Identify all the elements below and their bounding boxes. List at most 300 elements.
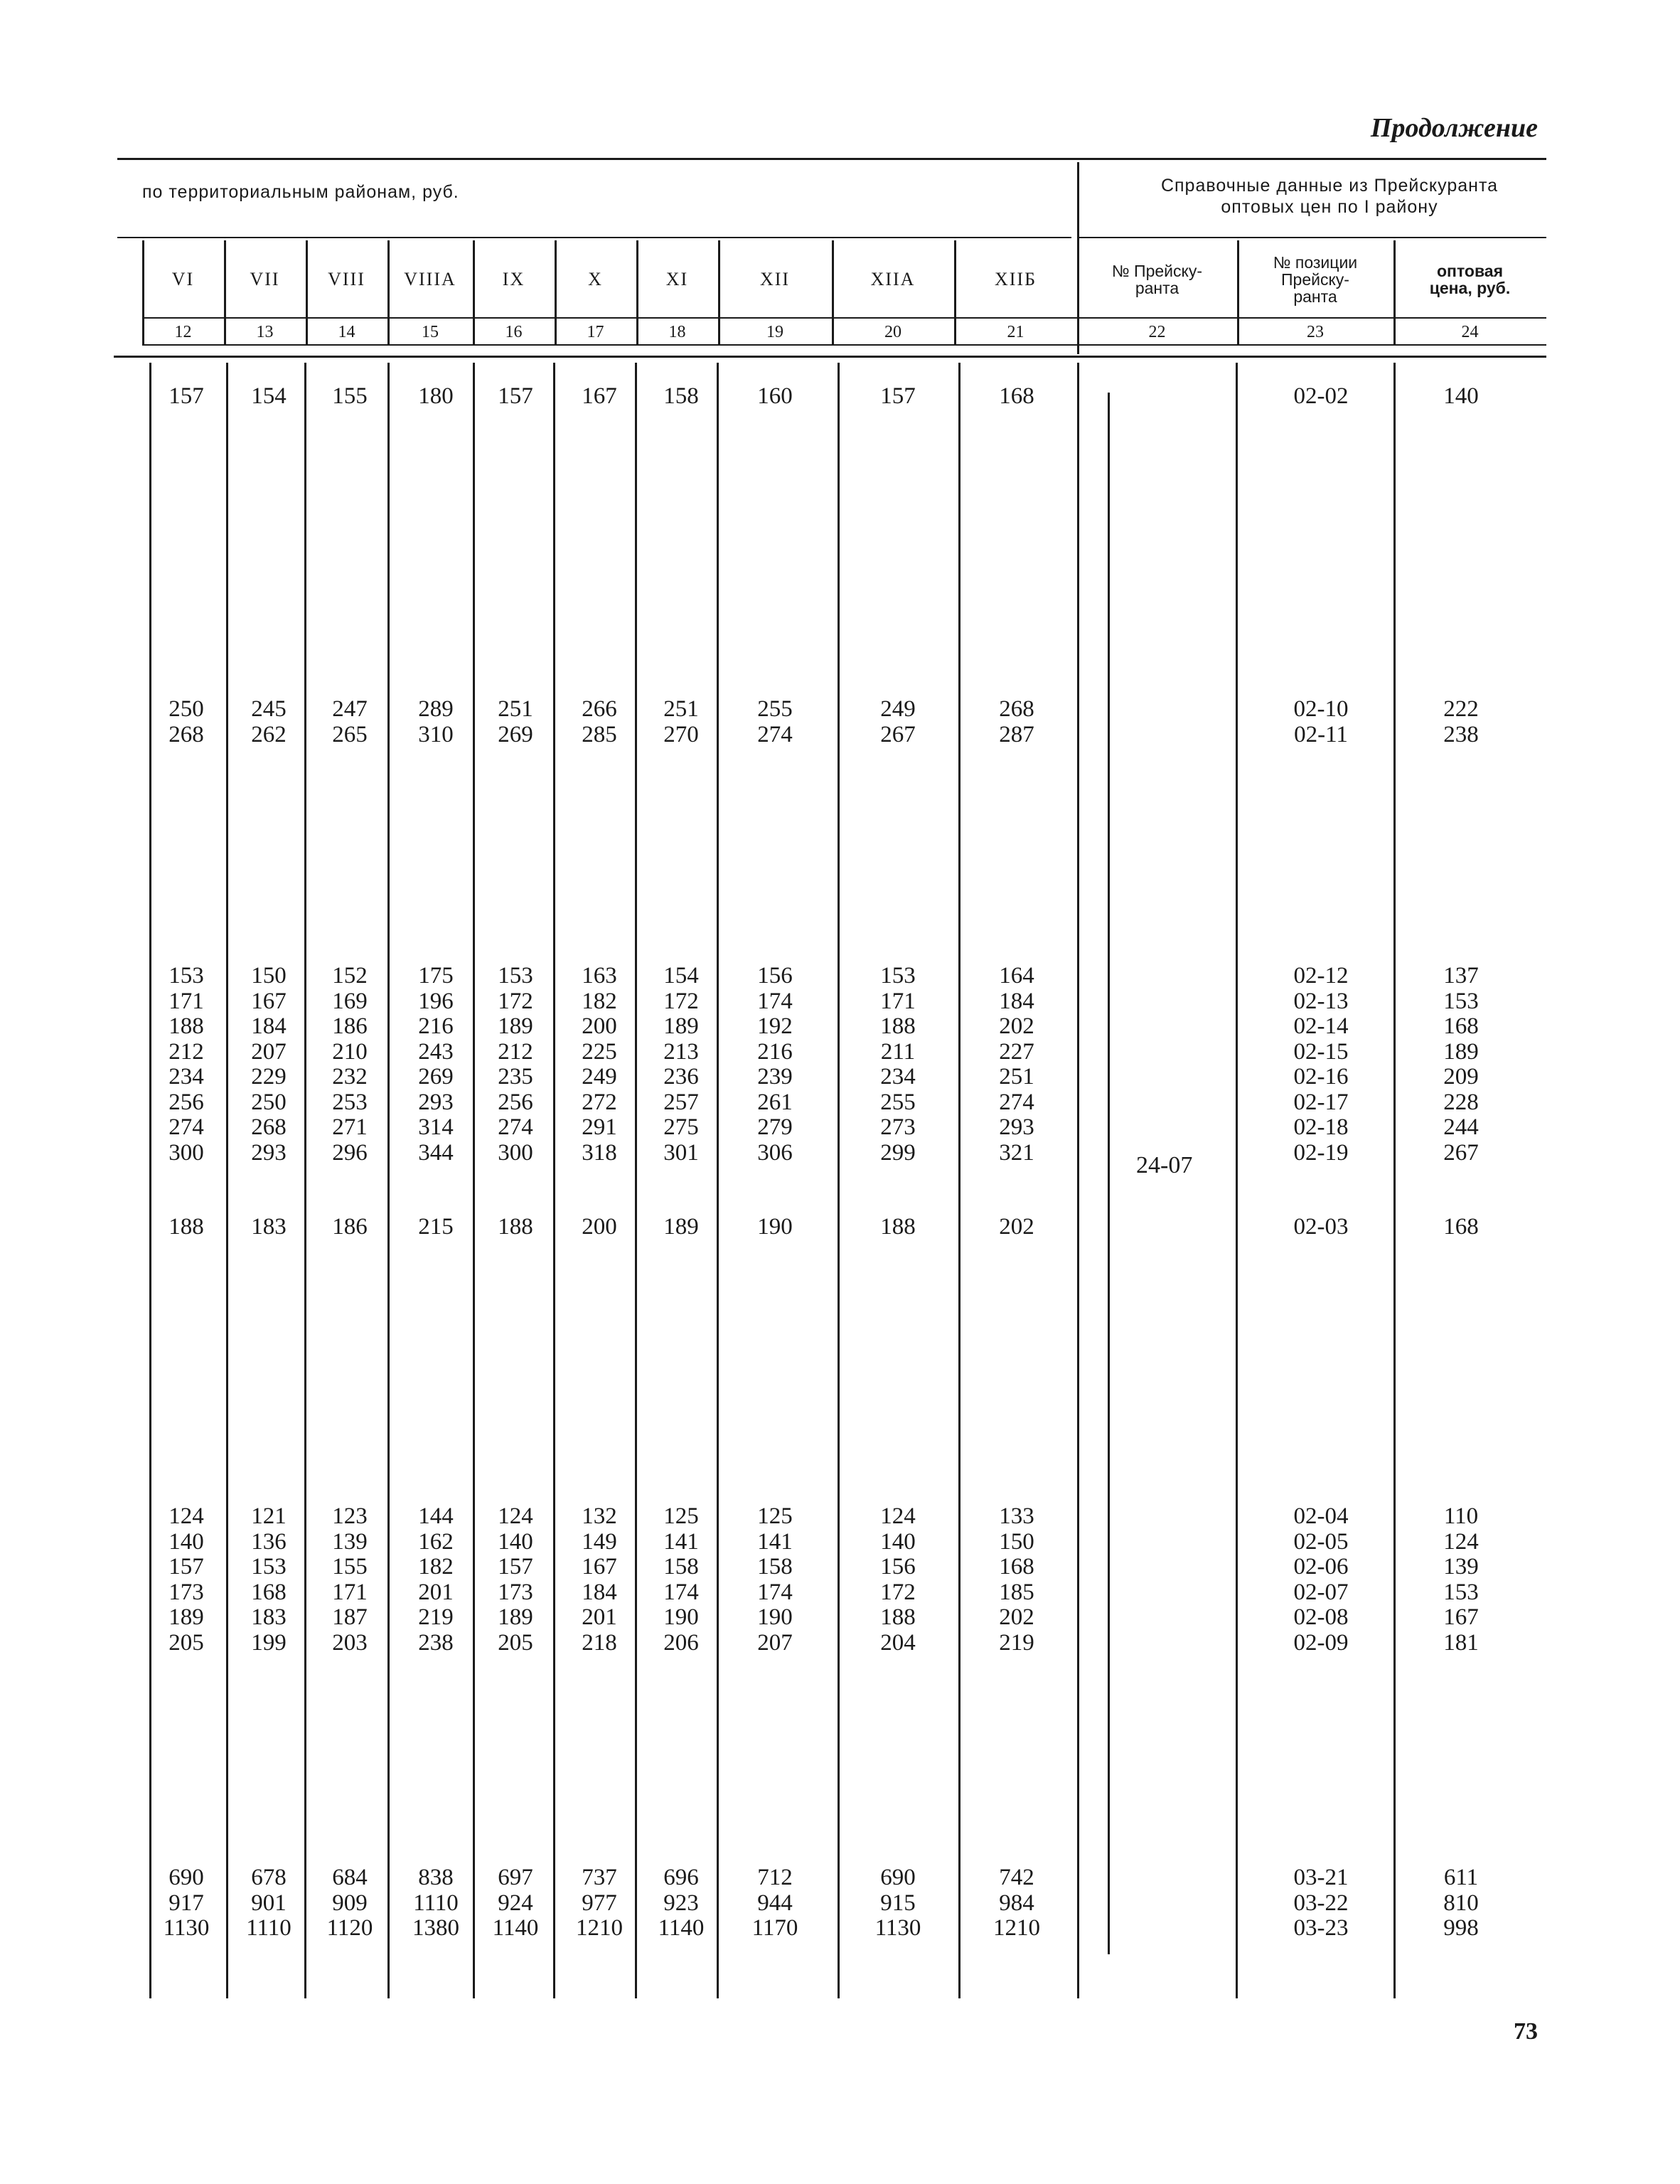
price-cell-col-15: 175 bbox=[418, 963, 454, 989]
price-cell-col-20: 140 bbox=[880, 1528, 916, 1555]
price-cell-col-12: 690 bbox=[168, 1865, 204, 1890]
price-cell-col-19: 279 bbox=[757, 1114, 793, 1140]
wholesale-price-cell: 153 bbox=[1443, 988, 1479, 1014]
price-cell-col-19: 712 bbox=[757, 1865, 793, 1890]
price-cell-col-17: 225 bbox=[582, 1038, 617, 1065]
price-cell-col-15: 201 bbox=[418, 1579, 454, 1605]
price-cell-col-16: 300 bbox=[498, 1139, 533, 1166]
price-cell-col-13: 136 bbox=[251, 1528, 287, 1555]
price-cell-col-18: 270 bbox=[663, 721, 699, 747]
price-cell-col-16: 173 bbox=[498, 1579, 533, 1605]
price-cell-col-15: 293 bbox=[418, 1089, 454, 1115]
wholesale-price-cell: 140 bbox=[1443, 383, 1479, 409]
column-heading-13: VII bbox=[250, 269, 280, 289]
price-cell-col-16: 251 bbox=[498, 696, 533, 722]
price-cell-col-20: 690 bbox=[880, 1865, 916, 1890]
price-cell-col-13: 901 bbox=[251, 1890, 287, 1916]
column-number-22: 22 bbox=[1148, 322, 1166, 341]
price-cell-col-18: 158 bbox=[663, 1554, 699, 1580]
price-cell-col-14: 203 bbox=[332, 1629, 368, 1656]
column-number-20: 20 bbox=[884, 322, 901, 341]
column-number-23: 23 bbox=[1307, 322, 1324, 341]
price-cell-col-15: 310 bbox=[418, 721, 454, 747]
price-cell-col-17: 218 bbox=[582, 1629, 617, 1656]
pricelist-number: 24-07 bbox=[1136, 1152, 1193, 1178]
position-cell: 02-11 bbox=[1294, 721, 1348, 747]
column-heading-23: № позиции Прейску- ранта bbox=[1273, 253, 1358, 306]
price-cell-col-21: 185 bbox=[999, 1579, 1034, 1605]
territorial-districts-heading: по территориальным районам, руб. bbox=[142, 182, 459, 202]
price-cell-col-16: 205 bbox=[498, 1629, 533, 1656]
price-cell-col-17: 149 bbox=[582, 1528, 617, 1555]
price-cell-col-14: 271 bbox=[332, 1114, 368, 1140]
price-cell-col-12: 188 bbox=[168, 1013, 204, 1039]
price-cell-col-14: 186 bbox=[332, 1013, 368, 1039]
price-cell-col-16: 153 bbox=[498, 963, 533, 989]
price-cell-col-20: 204 bbox=[880, 1629, 916, 1656]
price-cell-col-20: 172 bbox=[880, 1579, 916, 1605]
price-cell-col-16: 212 bbox=[498, 1038, 533, 1065]
price-cell-col-19: 1170 bbox=[751, 1915, 798, 1941]
price-cell-col-14: 139 bbox=[332, 1528, 368, 1555]
position-cell: 02-19 bbox=[1293, 1139, 1349, 1166]
column-heading-18: XI bbox=[665, 269, 689, 289]
price-cell-col-17: 167 bbox=[582, 383, 617, 409]
column-heading-21: XIIБ bbox=[994, 269, 1037, 289]
price-cell-col-16: 269 bbox=[498, 721, 533, 747]
price-cell-col-13: 154 bbox=[251, 383, 287, 409]
price-cell-col-15: 196 bbox=[418, 988, 454, 1014]
price-cell-col-14: 210 bbox=[332, 1038, 368, 1065]
body-column-separator bbox=[473, 363, 475, 1998]
price-cell-col-17: 182 bbox=[582, 988, 617, 1014]
price-cell-col-19: 190 bbox=[757, 1604, 793, 1630]
column-heading-16: IX bbox=[502, 269, 525, 289]
wholesale-price-cell: 244 bbox=[1443, 1114, 1479, 1140]
column-heading-12: VI bbox=[171, 269, 195, 289]
price-cell-col-12: 188 bbox=[168, 1214, 204, 1240]
price-cell-col-19: 944 bbox=[757, 1890, 793, 1916]
price-cell-col-12: 300 bbox=[168, 1139, 204, 1166]
column-number-15: 15 bbox=[422, 322, 439, 341]
price-cell-col-16: 157 bbox=[498, 1554, 533, 1580]
price-cell-col-13: 207 bbox=[251, 1038, 287, 1065]
price-cell-col-14: 123 bbox=[332, 1503, 368, 1529]
page-number: 73 bbox=[1514, 2018, 1538, 2045]
price-cell-col-13: 168 bbox=[251, 1579, 287, 1605]
price-cell-col-17: 272 bbox=[582, 1089, 617, 1115]
price-cell-col-14: 152 bbox=[332, 963, 368, 989]
price-cell-col-18: 154 bbox=[663, 963, 699, 989]
price-cell-col-13: 245 bbox=[251, 696, 287, 722]
body-column-separator bbox=[387, 363, 390, 1998]
price-cell-col-16: 697 bbox=[498, 1865, 533, 1890]
price-cell-col-19: 261 bbox=[757, 1089, 793, 1115]
position-cell: 02-13 bbox=[1293, 988, 1349, 1014]
wholesale-price-cell: 267 bbox=[1443, 1139, 1479, 1166]
price-cell-col-13: 293 bbox=[251, 1139, 287, 1166]
price-cell-col-12: 274 bbox=[168, 1114, 204, 1140]
price-cell-col-18: 174 bbox=[663, 1579, 699, 1605]
price-cell-col-21: 184 bbox=[999, 988, 1034, 1014]
body-column-separator bbox=[553, 363, 555, 1998]
price-cell-col-21: 202 bbox=[999, 1214, 1034, 1240]
price-cell-col-13: 150 bbox=[251, 963, 287, 989]
price-cell-col-16: 274 bbox=[498, 1114, 533, 1140]
price-cell-col-17: 318 bbox=[582, 1139, 617, 1166]
position-cell: 02-10 bbox=[1293, 696, 1349, 722]
price-cell-col-20: 273 bbox=[880, 1114, 916, 1140]
price-cell-col-16: 189 bbox=[498, 1604, 533, 1630]
price-cell-col-16: 1140 bbox=[492, 1915, 539, 1941]
price-cell-col-21: 293 bbox=[999, 1114, 1034, 1140]
position-cell: 02-15 bbox=[1293, 1038, 1349, 1065]
price-cell-col-16: 189 bbox=[498, 1013, 533, 1039]
body-column-separator bbox=[1393, 363, 1396, 1998]
price-cell-col-15: 269 bbox=[418, 1064, 454, 1090]
wholesale-price-cell: 137 bbox=[1443, 963, 1479, 989]
price-cell-col-20: 267 bbox=[880, 721, 916, 747]
price-cell-col-20: 249 bbox=[880, 696, 916, 722]
price-cell-col-20: 211 bbox=[880, 1038, 916, 1065]
price-cell-col-13: 183 bbox=[251, 1604, 287, 1630]
price-cell-col-19: 192 bbox=[757, 1013, 793, 1039]
price-cell-col-14: 187 bbox=[332, 1604, 368, 1630]
group-left-underline bbox=[117, 237, 1071, 238]
price-cell-col-14: 265 bbox=[332, 721, 368, 747]
wholesale-price-cell: 181 bbox=[1443, 1629, 1479, 1656]
price-cell-col-21: 150 bbox=[999, 1528, 1034, 1555]
price-cell-col-17: 184 bbox=[582, 1579, 617, 1605]
body-top-rule bbox=[114, 356, 1546, 358]
price-cell-col-19: 239 bbox=[757, 1064, 793, 1090]
price-cell-col-13: 250 bbox=[251, 1089, 287, 1115]
price-cell-col-15: 243 bbox=[418, 1038, 454, 1065]
price-cell-col-18: 190 bbox=[663, 1604, 699, 1630]
price-cell-col-21: 202 bbox=[999, 1013, 1034, 1039]
body-column-separator bbox=[635, 363, 637, 1998]
body-column-separator bbox=[1236, 363, 1238, 1998]
wholesale-price-cell: 139 bbox=[1443, 1554, 1479, 1580]
wholesale-price-cell: 238 bbox=[1443, 721, 1479, 747]
wholesale-price-cell: 167 bbox=[1443, 1604, 1479, 1630]
wholesale-price-cell: 168 bbox=[1443, 1013, 1479, 1039]
price-cell-col-12: 256 bbox=[168, 1089, 204, 1115]
price-cell-col-17: 201 bbox=[582, 1604, 617, 1630]
price-cell-col-16: 140 bbox=[498, 1528, 533, 1555]
price-cell-col-15: 182 bbox=[418, 1554, 454, 1580]
price-cell-col-19: 274 bbox=[757, 721, 793, 747]
price-cell-col-19: 141 bbox=[757, 1528, 793, 1555]
price-cell-col-12: 173 bbox=[168, 1579, 204, 1605]
price-cell-col-18: 206 bbox=[663, 1629, 699, 1656]
price-cell-col-21: 168 bbox=[999, 1554, 1034, 1580]
price-cell-col-16: 924 bbox=[498, 1890, 533, 1916]
price-cell-col-21: 321 bbox=[999, 1139, 1034, 1166]
price-cell-col-13: 153 bbox=[251, 1554, 287, 1580]
body-column-separator bbox=[1077, 363, 1079, 1998]
price-cell-col-13: 268 bbox=[251, 1114, 287, 1140]
price-cell-col-17: 1210 bbox=[576, 1915, 623, 1941]
price-cell-col-21: 287 bbox=[999, 721, 1034, 747]
wholesale-price-cell: 810 bbox=[1443, 1890, 1479, 1916]
price-cell-col-18: 923 bbox=[663, 1890, 699, 1916]
price-cell-col-14: 232 bbox=[332, 1064, 368, 1090]
position-cell: 02-12 bbox=[1293, 963, 1349, 989]
price-cell-col-19: 190 bbox=[757, 1214, 793, 1240]
price-cell-col-16: 157 bbox=[498, 383, 533, 409]
price-cell-col-17: 200 bbox=[582, 1013, 617, 1039]
price-cell-col-19: 216 bbox=[757, 1038, 793, 1065]
price-cell-col-15: 238 bbox=[418, 1629, 454, 1656]
price-cell-col-12: 268 bbox=[168, 721, 204, 747]
price-cell-col-17: 977 bbox=[582, 1890, 617, 1916]
price-cell-col-20: 188 bbox=[880, 1013, 916, 1039]
position-cell: 02-02 bbox=[1293, 383, 1349, 409]
column-heading-20: XIIA bbox=[870, 269, 916, 289]
price-cell-col-15: 1110 bbox=[413, 1890, 459, 1916]
column-number-14: 14 bbox=[338, 322, 355, 341]
price-cell-col-18: 251 bbox=[663, 696, 699, 722]
price-cell-col-16: 256 bbox=[498, 1089, 533, 1115]
price-cell-col-12: 250 bbox=[168, 696, 204, 722]
reference-data-heading-line2: оптовых цен по I району bbox=[1221, 197, 1438, 217]
price-cell-col-18: 1140 bbox=[658, 1915, 705, 1941]
wholesale-price-cell: 611 bbox=[1443, 1865, 1479, 1890]
price-cell-col-19: 255 bbox=[757, 696, 793, 722]
position-cell: 02-04 bbox=[1293, 1503, 1349, 1529]
price-cell-col-20: 255 bbox=[880, 1089, 916, 1115]
price-cell-col-18: 158 bbox=[663, 383, 699, 409]
column-number-18: 18 bbox=[668, 322, 686, 341]
column-number-21: 21 bbox=[1007, 322, 1024, 341]
price-cell-col-20: 1130 bbox=[874, 1915, 921, 1941]
price-cell-col-18: 236 bbox=[663, 1064, 699, 1090]
price-cell-col-16: 188 bbox=[498, 1214, 533, 1240]
position-cell: 02-18 bbox=[1293, 1114, 1349, 1140]
price-cell-col-12: 189 bbox=[168, 1604, 204, 1630]
price-cell-col-14: 253 bbox=[332, 1089, 368, 1115]
price-cell-col-16: 124 bbox=[498, 1503, 533, 1529]
price-cell-col-18: 189 bbox=[663, 1013, 699, 1039]
position-cell: 02-07 bbox=[1293, 1579, 1349, 1605]
price-cell-col-17: 291 bbox=[582, 1114, 617, 1140]
price-cell-col-19: 207 bbox=[757, 1629, 793, 1656]
price-cell-col-21: 133 bbox=[999, 1503, 1034, 1529]
price-cell-col-12: 1130 bbox=[163, 1915, 210, 1941]
wholesale-price-cell: 189 bbox=[1443, 1038, 1479, 1065]
position-cell: 02-06 bbox=[1293, 1554, 1349, 1580]
price-cell-col-21: 1210 bbox=[993, 1915, 1040, 1941]
price-cell-col-21: 168 bbox=[999, 383, 1034, 409]
price-cell-col-13: 121 bbox=[251, 1503, 287, 1529]
price-cell-col-12: 153 bbox=[168, 963, 204, 989]
column-heading-19: XII bbox=[759, 269, 791, 289]
price-cell-col-14: 247 bbox=[332, 696, 368, 722]
wholesale-price-cell: 222 bbox=[1443, 696, 1479, 722]
position-cell: 03-22 bbox=[1293, 1890, 1349, 1916]
position-cell: 02-16 bbox=[1293, 1064, 1349, 1090]
price-cell-col-17: 249 bbox=[582, 1064, 617, 1090]
price-cell-col-21: 274 bbox=[999, 1089, 1034, 1115]
wholesale-price-cell: 110 bbox=[1443, 1503, 1479, 1529]
price-cell-col-20: 171 bbox=[880, 988, 916, 1014]
body-column-separator bbox=[149, 363, 151, 1998]
price-cell-col-15: 1380 bbox=[412, 1915, 459, 1941]
price-cell-col-20: 299 bbox=[880, 1139, 916, 1166]
price-cell-col-20: 915 bbox=[880, 1890, 916, 1916]
price-cell-col-12: 140 bbox=[168, 1528, 204, 1555]
price-cell-col-12: 917 bbox=[168, 1890, 204, 1916]
price-cell-col-14: 155 bbox=[332, 383, 368, 409]
price-cell-col-14: 296 bbox=[332, 1139, 368, 1166]
price-cell-col-19: 156 bbox=[757, 963, 793, 989]
price-cell-col-14: 1120 bbox=[326, 1915, 373, 1941]
position-cell: 02-17 bbox=[1293, 1089, 1349, 1115]
column-number-13: 13 bbox=[256, 322, 274, 341]
price-cell-col-19: 158 bbox=[757, 1554, 793, 1580]
column-number-19: 19 bbox=[766, 322, 783, 341]
price-cell-col-13: 678 bbox=[251, 1865, 287, 1890]
price-cell-col-15: 344 bbox=[418, 1139, 454, 1166]
column-heading-14: VIII bbox=[328, 269, 365, 289]
price-cell-col-15: 289 bbox=[418, 696, 454, 722]
price-cell-col-15: 216 bbox=[418, 1013, 454, 1039]
reference-data-heading bbox=[1077, 175, 1582, 218]
position-cell: 02-05 bbox=[1293, 1528, 1349, 1555]
column-heading-22: № Прейску- ранта bbox=[1111, 262, 1202, 297]
price-cell-col-20: 234 bbox=[880, 1064, 916, 1090]
price-cell-col-19: 306 bbox=[757, 1139, 793, 1166]
price-cell-col-18: 213 bbox=[663, 1038, 699, 1065]
price-cell-col-17: 200 bbox=[582, 1214, 617, 1240]
price-cell-col-21: 251 bbox=[999, 1064, 1034, 1090]
price-cell-col-18: 275 bbox=[663, 1114, 699, 1140]
column-heading-15: VIIIA bbox=[404, 269, 456, 289]
group-right-underline bbox=[1077, 237, 1546, 238]
price-cell-col-13: 1110 bbox=[246, 1915, 291, 1941]
price-cell-col-21: 219 bbox=[999, 1629, 1034, 1656]
position-cell: 03-21 bbox=[1293, 1865, 1349, 1890]
wholesale-price-cell: 998 bbox=[1443, 1915, 1479, 1941]
column-number-12: 12 bbox=[174, 322, 192, 341]
reference-data-heading-line1: Справочные данные из Прейскуранта bbox=[1160, 176, 1499, 196]
price-cell-col-18: 125 bbox=[663, 1503, 699, 1529]
price-cell-col-21: 268 bbox=[999, 696, 1034, 722]
price-cell-col-15: 215 bbox=[418, 1214, 454, 1240]
column-heading-24: оптовая цена, руб. bbox=[1429, 262, 1511, 297]
price-cell-col-21: 202 bbox=[999, 1604, 1034, 1630]
price-cell-col-12: 205 bbox=[168, 1629, 204, 1656]
price-cell-col-14: 684 bbox=[332, 1865, 368, 1890]
price-cell-col-20: 188 bbox=[880, 1214, 916, 1240]
table-top-rule bbox=[117, 158, 1546, 160]
body-column-separator bbox=[958, 363, 961, 1998]
price-cell-col-17: 266 bbox=[582, 696, 617, 722]
column-heading-17: X bbox=[588, 269, 603, 289]
wholesale-price-cell: 124 bbox=[1443, 1528, 1479, 1555]
price-cell-col-12: 212 bbox=[168, 1038, 204, 1065]
price-cell-col-21: 164 bbox=[999, 963, 1034, 989]
price-cell-col-12: 157 bbox=[168, 1554, 204, 1580]
price-cell-col-13: 183 bbox=[251, 1214, 287, 1240]
price-cell-col-17: 285 bbox=[582, 721, 617, 747]
price-cell-col-13: 184 bbox=[251, 1013, 287, 1039]
price-cell-col-19: 174 bbox=[757, 1579, 793, 1605]
price-cell-col-18: 172 bbox=[663, 988, 699, 1014]
body-column-separator bbox=[226, 363, 228, 1998]
price-cell-col-15: 219 bbox=[418, 1604, 454, 1630]
position-cell: 02-14 bbox=[1293, 1013, 1349, 1039]
price-cell-col-18: 141 bbox=[663, 1528, 699, 1555]
price-cell-col-15: 180 bbox=[418, 383, 454, 409]
position-cell: 02-03 bbox=[1293, 1214, 1349, 1240]
position-cell: 03-23 bbox=[1293, 1915, 1349, 1941]
pricelist-bracket bbox=[1108, 393, 1120, 1954]
position-cell: 02-09 bbox=[1293, 1629, 1349, 1656]
column-number-16: 16 bbox=[505, 322, 523, 341]
price-cell-col-15: 144 bbox=[418, 1503, 454, 1529]
price-cell-col-14: 171 bbox=[332, 1579, 368, 1605]
price-cell-col-20: 156 bbox=[880, 1554, 916, 1580]
price-cell-col-13: 199 bbox=[251, 1629, 287, 1656]
wholesale-price-cell: 168 bbox=[1443, 1214, 1479, 1240]
wholesale-price-cell: 209 bbox=[1443, 1064, 1479, 1090]
price-cell-col-14: 169 bbox=[332, 988, 368, 1014]
price-cell-col-12: 234 bbox=[168, 1064, 204, 1090]
price-cell-col-14: 155 bbox=[332, 1554, 368, 1580]
column-number-rule bbox=[142, 344, 1546, 346]
price-cell-col-17: 737 bbox=[582, 1865, 617, 1890]
price-cell-col-18: 301 bbox=[663, 1139, 699, 1166]
price-cell-col-20: 153 bbox=[880, 963, 916, 989]
price-cell-col-17: 163 bbox=[582, 963, 617, 989]
price-cell-col-16: 172 bbox=[498, 988, 533, 1014]
price-cell-col-14: 909 bbox=[332, 1890, 368, 1916]
price-cell-col-20: 157 bbox=[880, 383, 916, 409]
body-column-separator bbox=[717, 363, 719, 1998]
price-cell-col-15: 162 bbox=[418, 1528, 454, 1555]
price-cell-col-19: 174 bbox=[757, 988, 793, 1014]
price-cell-col-19: 160 bbox=[757, 383, 793, 409]
price-cell-col-17: 167 bbox=[582, 1554, 617, 1580]
price-cell-col-18: 696 bbox=[663, 1865, 699, 1890]
column-number-24: 24 bbox=[1461, 322, 1479, 341]
price-cell-col-15: 314 bbox=[418, 1114, 454, 1140]
price-cell-col-18: 257 bbox=[663, 1089, 699, 1115]
price-cell-col-19: 125 bbox=[757, 1503, 793, 1529]
price-cell-col-21: 742 bbox=[999, 1865, 1034, 1890]
price-cell-col-14: 186 bbox=[332, 1214, 368, 1240]
wholesale-price-cell: 228 bbox=[1443, 1089, 1479, 1115]
price-cell-col-12: 124 bbox=[168, 1503, 204, 1529]
price-cell-col-13: 167 bbox=[251, 988, 287, 1014]
position-cell: 02-08 bbox=[1293, 1604, 1349, 1630]
price-cell-col-21: 227 bbox=[999, 1038, 1034, 1065]
price-cell-col-15: 838 bbox=[418, 1865, 454, 1890]
body-column-separator bbox=[304, 363, 306, 1998]
price-cell-col-21: 984 bbox=[999, 1890, 1034, 1916]
price-cell-col-12: 171 bbox=[168, 988, 204, 1014]
price-cell-col-13: 229 bbox=[251, 1064, 287, 1090]
wholesale-price-cell: 153 bbox=[1443, 1579, 1479, 1605]
continuation-label: Продолжение bbox=[1370, 113, 1538, 143]
body-column-separator bbox=[838, 363, 840, 1998]
price-cell-col-17: 132 bbox=[582, 1503, 617, 1529]
column-number-17: 17 bbox=[587, 322, 604, 341]
price-cell-col-20: 188 bbox=[880, 1604, 916, 1630]
price-cell-col-18: 189 bbox=[663, 1214, 699, 1240]
